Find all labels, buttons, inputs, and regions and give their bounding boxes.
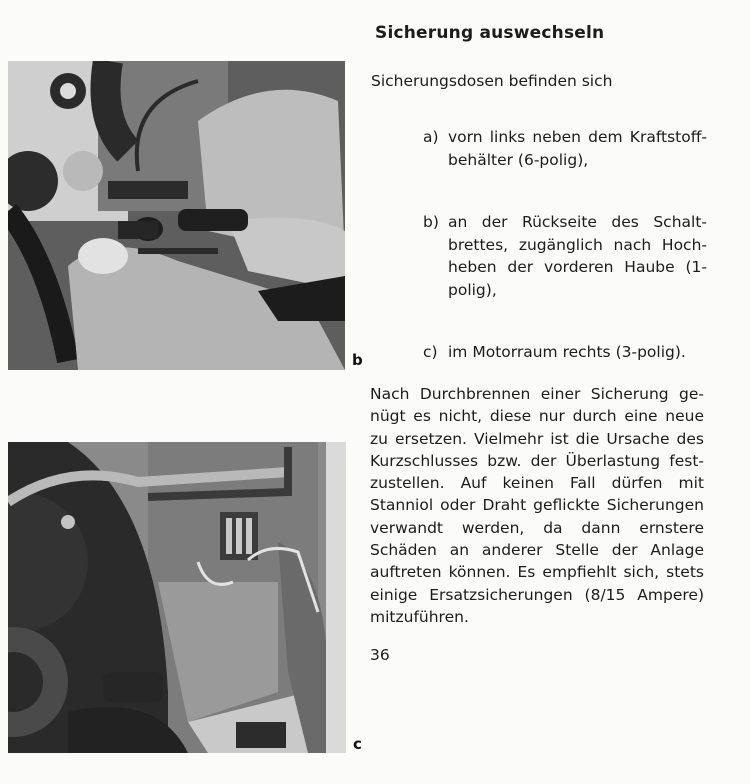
body-paragraph: Nach Durchbrennen einer Sicherung ge-nügt es nicht, diese nur durch eine neue zu ersetzen. Vielmehr ist die Ursache des Kurzschlusses bzw. der Überlastung fest-zustellen. Auf keinen Fall dürfen mit Stanniol oder Draht geflickte Sicherungen verwandt werden, da dann ernstere Schäden an anderer Stelle der Anlage auftreten können. Es empfiehlt sich, stets einige Ersatzsicherungen (8/15 Ampere) mitzuführen.: [370, 385, 704, 626]
figure-c-label: c: [353, 735, 362, 753]
section-heading: Sicherung auswechseln: [375, 23, 605, 43]
page-number: 36: [370, 646, 390, 664]
fuse-location-item: [423, 341, 707, 364]
list-marker: c): [423, 343, 438, 361]
list-marker: b): [423, 213, 439, 231]
fuse-location-item: [423, 211, 707, 301]
hands-fuse-photo-image: [8, 61, 345, 370]
figure-c-photo: [8, 442, 346, 753]
list-item-text: an der Rückseite des Schalt-brettes, zugänglich nach Hoch-heben der vorderen Haube (1-polig),: [448, 213, 707, 299]
intro-text: Sicherungsdosen befinden sich: [371, 72, 613, 90]
engine-fuse-box-photo-image: [8, 442, 346, 753]
fuse-location-item: [423, 126, 707, 171]
figure-b-photo: [8, 61, 345, 370]
list-marker: a): [423, 128, 439, 146]
list-item-text: im Motorraum rechts (3-polig).: [448, 343, 686, 361]
list-item-text: vorn links neben dem Kraftstoff-behälter (6-polig),: [448, 128, 707, 169]
figure-b-label: b: [352, 351, 363, 369]
